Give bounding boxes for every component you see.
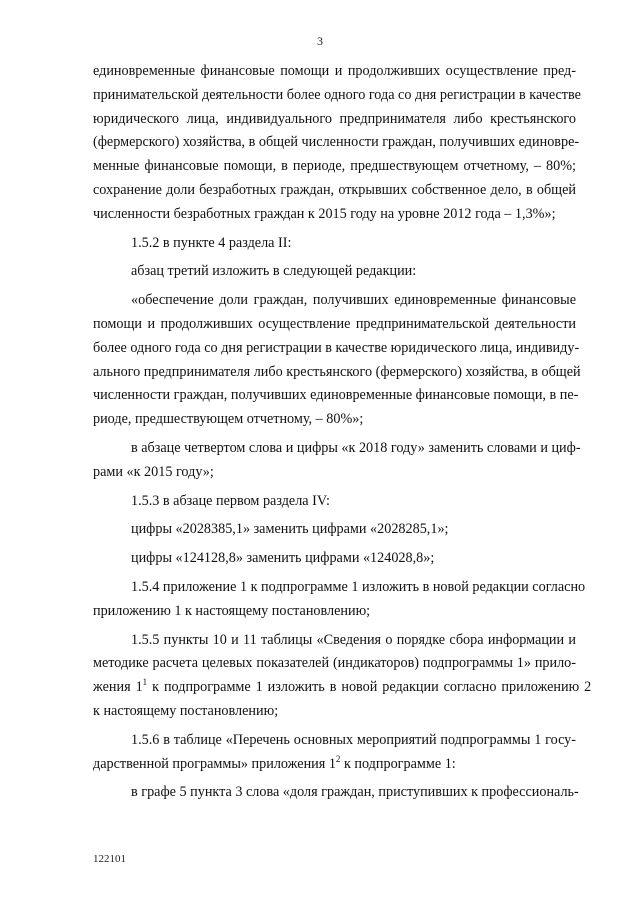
text-line: в графе 5 пункта 3 слова «доля граждан, приступивших к профессиональ-	[131, 784, 579, 801]
text-line: цифры «2028385,1» заменить цифрами «2028285,1»;	[131, 521, 449, 538]
text-line-with-superscript	[93, 753, 576, 777]
text-line: 1.5.2 в пункте 4 раздела II:	[131, 234, 292, 251]
text-line: принимательской деятельности более одного года со дня регистрации в качестве	[93, 86, 581, 103]
text-line: численности граждан, получивших единовременные финансовые помощи, в пе-	[93, 387, 579, 404]
text-line: (фермерского) хозяйства, в общей численности граждан, получивших единовре-	[93, 134, 580, 151]
text-segment: дарственной программы» приложения 1	[93, 755, 336, 772]
text-segment: к подпрограмме 1:	[340, 755, 456, 772]
text-line: 1.5.4 приложение 1 к подпрограмме 1 изложить в новой редакции согласно	[131, 578, 586, 595]
page-number: 3	[317, 34, 323, 48]
text-line: 1.5.5 пункты 10 и 11 таблицы «Сведения о порядке сбора информации и	[131, 631, 576, 648]
text-line: 1.5.3 в абзаце первом раздела IV:	[131, 492, 330, 509]
text-line: цифры «124128,8» заменить цифрами «124028,8»;	[131, 550, 435, 567]
text-line: методике расчета целевых показателей (индикаторов) подпрограммы 1» прило-	[93, 655, 576, 672]
text-segment: жения 1	[93, 679, 143, 696]
text-line: юридического лица, индивидуального предпринимателя либо крестьянского	[93, 110, 576, 127]
document-code: 122101	[93, 853, 126, 865]
superscript: 2	[335, 753, 341, 764]
text-line: численности безработных граждан к 2015 году на уровне 2012 года – 1,3%»;	[93, 205, 556, 222]
text-line: приложению 1 к настоящему постановлению;	[93, 602, 371, 619]
text-line: к настоящему постановлению;	[93, 702, 279, 719]
text-line: сохранение доли безработных граждан, открывших собственное дело, в общей	[93, 181, 576, 198]
text-line-with-superscript	[93, 676, 592, 700]
text-line: «обеспечение доли граждан, получивших единовременные финансовые	[131, 292, 576, 309]
text-line: более одного года со дня регистрации в качестве юридического лица, индивиду-	[93, 339, 580, 356]
document-body	[93, 60, 592, 805]
text-line: помощи и продолживших осуществление предпринимательской деятельности	[93, 315, 576, 332]
text-segment: к подпрограмме 1 изложить в новой редакции согласно приложению 2	[147, 679, 592, 696]
text-line: 1.5.6 в таблице «Перечень основных мероприятий подпрограммы 1 госу-	[131, 731, 576, 748]
text-line: ального предпринимателя либо крестьянского (фермерского) хозяйства, в общей	[93, 363, 581, 380]
text-line: абзац третий изложить в следующей редакции:	[131, 263, 417, 280]
text-line: единовременные финансовые помощи и продолживших осуществление пред-	[93, 63, 576, 79]
text-line: рами «к 2015 году»;	[93, 463, 214, 480]
text-line: в абзаце четвертом слова и цифры «к 2018 году» заменить словами и циф-	[131, 439, 581, 456]
text-line: менные финансовые помощи, в периоде, предшествующем отчетному, – 80%;	[93, 158, 576, 175]
superscript: 1	[142, 677, 148, 688]
text-line: риоде, предшествующем отчетному, – 80%»;	[93, 411, 364, 428]
